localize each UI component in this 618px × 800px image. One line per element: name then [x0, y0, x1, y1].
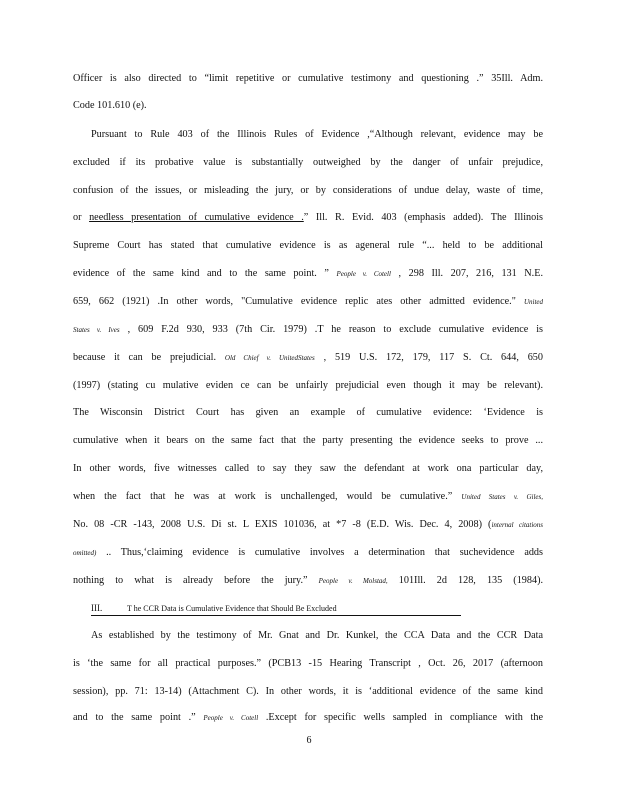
text-line: because it can be prejudicial. Old Chief v. UnitedStates , 519 U.S. 172, 179, 117 S. Ct. 644, 650	[73, 352, 543, 363]
section-title: T he CCR Data is Cumulative Evidence that Should Be Excluded	[127, 604, 337, 613]
text-line: when the fact that he was at work is unchallenged, would be cumulative.” United States v. Giles,	[73, 491, 544, 502]
parenthetical-note: omitted)	[73, 549, 97, 557]
text-line: Pursuant to Rule 403 of the Illinois Rules of Evidence ,“Although relevant, evidence may be	[91, 129, 543, 140]
case-citation: People v. Molstad,	[318, 577, 388, 585]
text-line: Code 101.610 (e).	[73, 100, 147, 111]
underlined-phrase: needless presentation of cumulative evidence .	[89, 212, 304, 223]
text-line: and to the same point .” People v. Cotell .Except for specific wells sampled in compliance with the	[73, 712, 543, 723]
text-line: nothing to what is already before the jury.” People v. Molstad, 101Ill. 2d 128, 135 (1984).	[73, 575, 544, 586]
text-line: is ‘the same for all practical purposes.” (PCB13 -15 Hearing Transcript , Oct. 26, 2017 (afternoon	[73, 658, 543, 669]
page-number: 6	[306, 735, 312, 746]
text-line: As established by the testimony of Mr. Gnat and Dr. Kunkel, the CCA Data and the CCR Data	[91, 630, 543, 641]
case-citation: People v. Cotell	[203, 714, 259, 722]
text-line: No. 08 -CR -143, 2008 U.S. Di st. L EXIS 101036, at *7 -8 (E.D. Wis. Dec. 4, 2008) (internal citations	[73, 519, 543, 530]
case-citation: States v. Ives	[73, 326, 120, 334]
text-line: omitted) .. Thus,‘claiming evidence is cumulative involves a determination that suchevidence adds	[73, 547, 543, 558]
text-line: evidence of the same kind and to the same point. ” People v. Cotell , 298 Ill. 207, 216, 131 N.E.	[73, 268, 543, 279]
text-line: excluded if its probative value is substantially outweighed by the danger of unfair prejudice,	[73, 157, 543, 168]
text-line: In other words, five witnesses called to say they saw the defendant at work ona particular day,	[73, 463, 543, 474]
text-line: States v. Ives , 609 F.2d 930, 933 (7th Cir. 1979) .T he reason to exclude cumulative evidence is	[73, 324, 543, 335]
parenthetical-note: internal citations	[491, 521, 543, 529]
case-citation: United	[523, 298, 543, 306]
case-citation: People v. Cotell	[336, 270, 391, 278]
case-citation: Old Chief v. UnitedStates	[224, 354, 315, 362]
text-line: cumulative when it bears on the same fact that the party presenting the evidence seeks to prove ...	[73, 435, 543, 446]
text-line: session), pp. 71: 13-14) (Attachment C). In other words, it is ‘additional evidence of the same kind	[73, 686, 543, 697]
text-line: The Wisconsin District Court has given an example of cumulative evidence: ‘Evidence is	[73, 407, 543, 418]
section-number: III.	[91, 603, 103, 613]
text-line: 659, 662 (1921) .In other words, "Cumulative evidence replic ates other admitted evidence." United	[73, 296, 543, 307]
text-line: Supreme Court has stated that cumulative evidence is as ageneral rule “... held to be additional	[73, 240, 543, 251]
text-line: (1997) (stating cu mulative eviden ce can be unfairly prejudicial even though it may be relevant).	[73, 380, 543, 391]
text-line: Officer is also directed to “limit repetitive or cumulative testimony and questioning .” 35Ill. Adm.	[73, 73, 543, 84]
text-line: confusion of the issues, or misleading the jury, or by considerations of undue delay, waste of time,	[73, 185, 543, 196]
section-heading	[91, 602, 461, 616]
case-citation: United States v. Giles,	[461, 493, 544, 501]
text-line: or needless presentation of cumulative evidence .” Ill. R. Evid. 403 (emphasis added). The Illinois	[73, 212, 544, 223]
